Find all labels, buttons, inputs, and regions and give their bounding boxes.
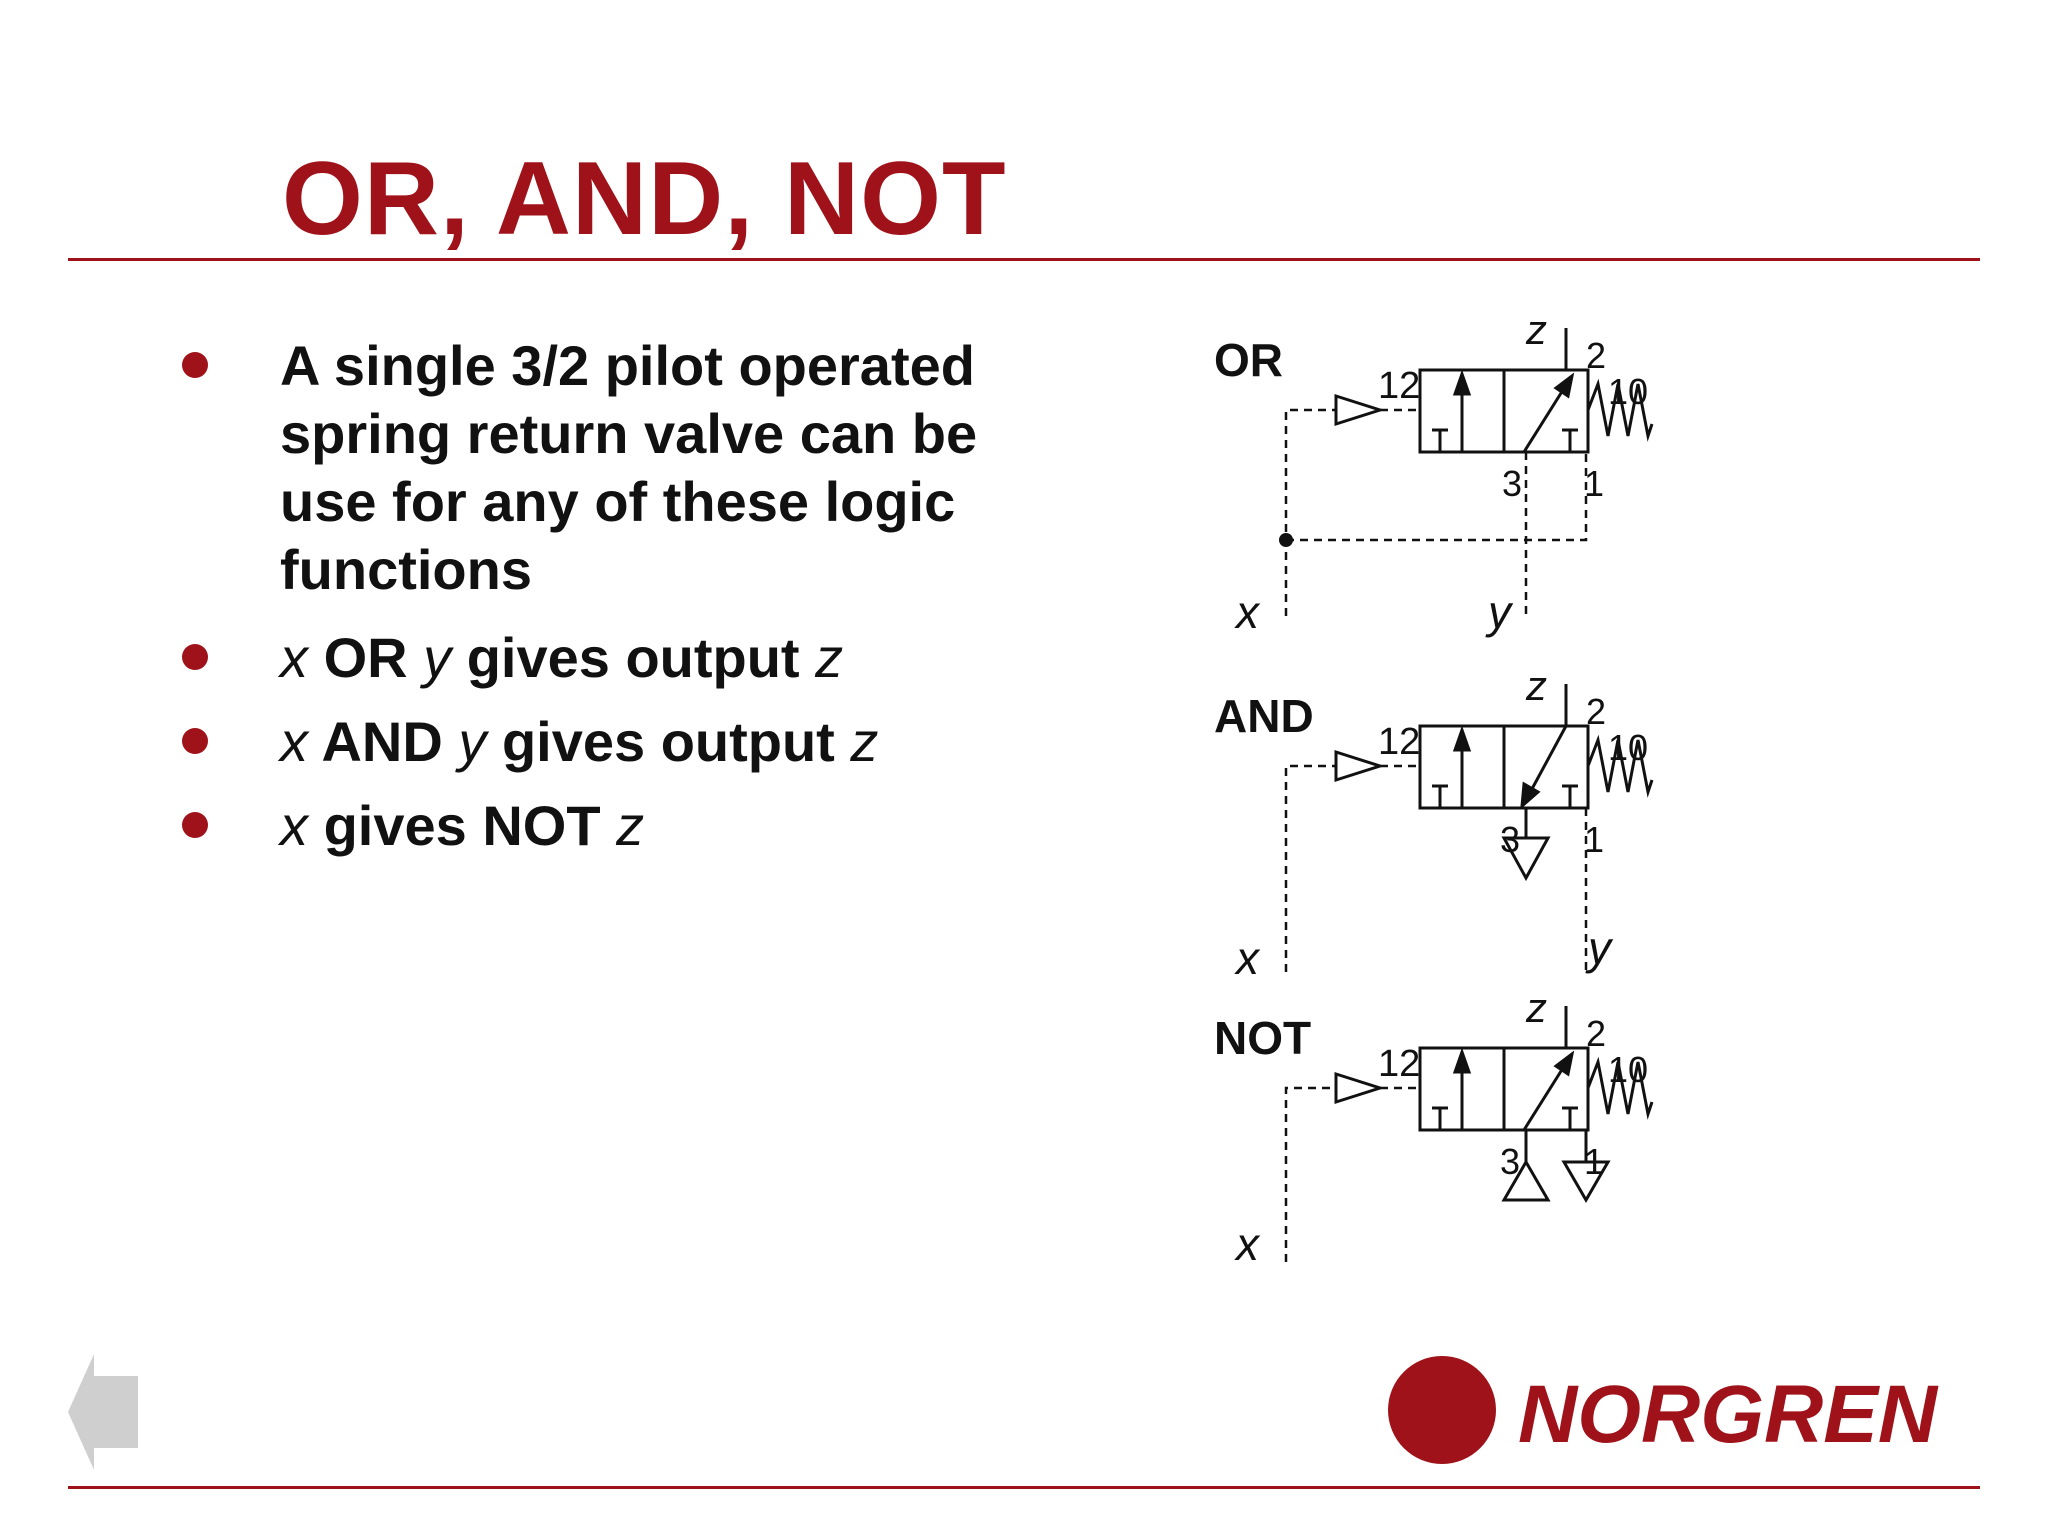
- port-3-label: 3: [1502, 463, 1523, 504]
- valve-box-right: [1504, 370, 1588, 452]
- var-x: x: [280, 794, 308, 857]
- port-10-label: 10: [1608, 371, 1649, 412]
- input-x-label: x: [1236, 932, 1259, 984]
- bullet-rest: gives output: [466, 626, 800, 689]
- port-3-label: 3: [1500, 819, 1521, 860]
- bullet-dot: [182, 812, 208, 838]
- port-3-label: 3: [1500, 1141, 1521, 1182]
- var-z: z: [616, 794, 645, 857]
- port-10-label: 10: [1608, 1049, 1649, 1090]
- input-y-label: y: [1588, 922, 1611, 974]
- input-x-label: x: [1236, 1218, 1259, 1270]
- var-z: z: [815, 626, 844, 689]
- bullet-text: [280, 792, 1040, 860]
- logo-text: NORGREN: [1518, 1369, 1938, 1460]
- port-12-label: 12: [1378, 1043, 1421, 1085]
- diagram-label: AND: [1214, 690, 1314, 742]
- and-diagram: [1214, 662, 1652, 984]
- var-x: x: [280, 710, 308, 773]
- diagram-label: NOT: [1214, 1012, 1312, 1064]
- title-divider: [68, 258, 1980, 261]
- bullet-dot: [182, 644, 208, 670]
- logic-op: AND: [321, 710, 443, 773]
- var-x: x: [280, 626, 308, 689]
- port-12-label: 12: [1378, 721, 1421, 763]
- slide-title: OR, AND, NOT: [282, 141, 1007, 257]
- input-y-label: y: [1488, 586, 1511, 638]
- input-x-label: x: [1236, 586, 1259, 638]
- port-1-label: 1: [1584, 463, 1605, 504]
- port-2-label: 2: [1586, 335, 1607, 376]
- bullet-dot: [182, 352, 208, 378]
- not-diagram: [1214, 984, 1652, 1270]
- bullet-rest: gives output: [501, 710, 835, 773]
- bullet-dot: [182, 728, 208, 754]
- port-2-label: 2: [1586, 691, 1607, 732]
- diagram-label: OR: [1214, 334, 1283, 386]
- back-arrow-icon[interactable]: [66, 1350, 146, 1474]
- var-y: y: [458, 710, 487, 773]
- bullet-text: [280, 624, 1040, 692]
- pilot-triangle: [1336, 396, 1380, 424]
- norgren-logo-icon: [1388, 1352, 1998, 1472]
- logo-circle: [1388, 1356, 1496, 1464]
- bullet-rest: gives NOT: [323, 794, 601, 857]
- bullet-text: [280, 708, 1040, 776]
- output-z-label: z: [1526, 984, 1547, 1031]
- bullet-text: A single 3/2 pilot operated spring return valve can be use for any of these logic functions: [280, 334, 978, 601]
- valve-diagrams: [1190, 300, 1710, 1280]
- port-1-label: 1: [1584, 819, 1605, 860]
- output-z-label: z: [1526, 662, 1547, 709]
- or-diagram: [1214, 306, 1652, 638]
- port-10-label: 10: [1608, 727, 1649, 768]
- var-z: z: [850, 710, 879, 773]
- port-12-label: 12: [1378, 365, 1421, 407]
- output-z-label: z: [1526, 306, 1547, 353]
- port-2-label: 2: [1586, 1013, 1607, 1054]
- footer-divider: [68, 1486, 1980, 1489]
- port-1-label: 1: [1584, 1141, 1605, 1182]
- logic-op: OR: [323, 626, 408, 689]
- var-y: y: [423, 626, 452, 689]
